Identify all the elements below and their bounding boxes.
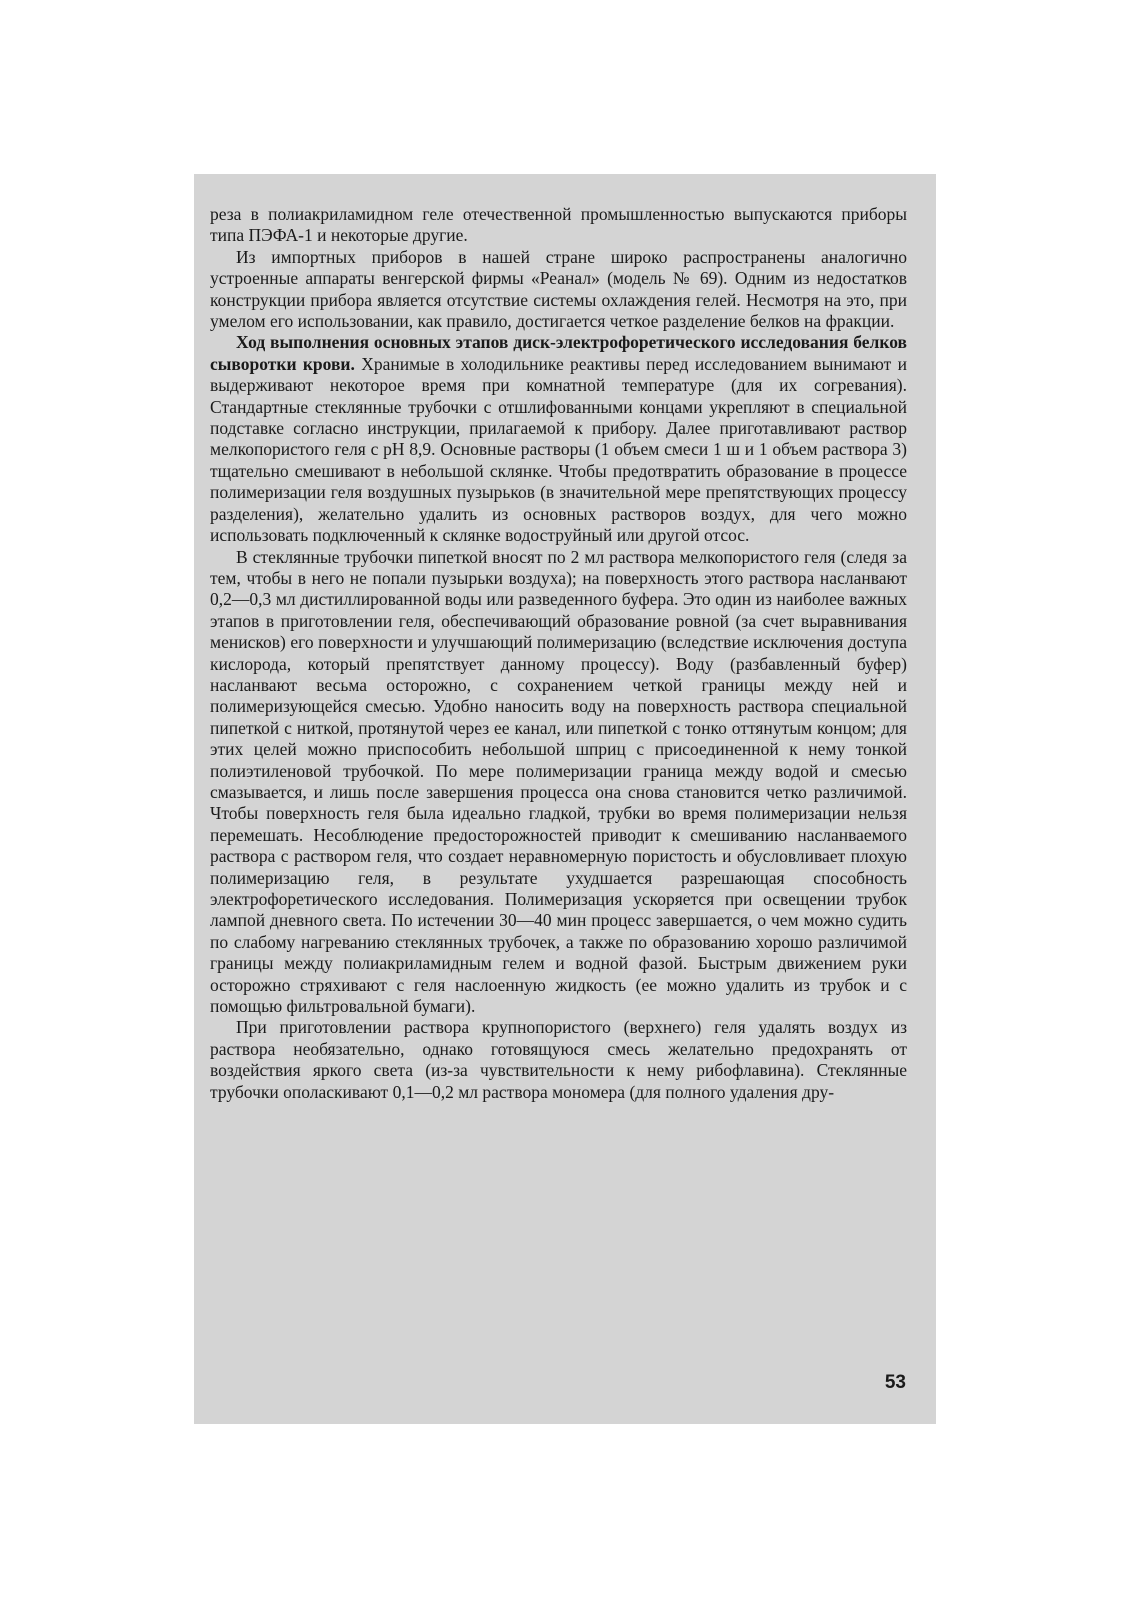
paragraph-1-text: реза в полиакриламидном геле отечественной промышленностью выпускаются приборы типа ПЭФА-1 и некоторые другие. (210, 204, 907, 246)
paragraph-5 (210, 1017, 907, 1103)
paragraph-1 (210, 204, 907, 247)
paragraph-4 (210, 547, 907, 1018)
page-number: 53 (884, 1372, 906, 1393)
paragraph-3-text: Хранимые в холодильнике реактивы перед исследованием вынимают и выдерживают некоторое время при комнатной температуре (для их согревания). Стандартные стеклянные трубочки с отшлифованными концами укрепляют в специальной подставке согласно инструкции, прилагаемой к прибору. Далее приготавливают раствор мелкопористого геля с pH 8,9. Основные растворы (1 объем смеси 1 ш и 1 объем раствора 3) тщательно смешивают в небольшой склянке. Чтобы предотвратить образование в процессе полимеризации геля воздушных пузырьков (в значительной мере препятствующих процессу разделения), желательно удалить из основных растворов воздух, для чего можно использовать подключенный к склянке водоструйный или другой отсос. (210, 353, 907, 546)
paragraph-2 (210, 247, 907, 333)
body-text (210, 204, 907, 1103)
paragraph-3 (210, 332, 907, 546)
section-heading-inline: Ход выполнения основных этапов диск-электрофоретического исследования белков сыворотки крови. (210, 332, 907, 374)
paragraph-4-text: В стеклянные трубочки пипеткой вносят по 2 мл раствора мелкопористого геля (следя за тем, чтобы в него не попали пузырьки воздуха); на поверхность этого раствора насланвают 0,2—0,3 мл дистиллированной воды или разведенного буфера. Это один из наиболее важных этапов в приготовлении геля, обеспечивающий образование ровной (за счет выравнивания менисков) его поверхности и улучшающий полимеризацию (вследствие исключения доступа кислорода, который препятствует данному процессу). Воду (разбавленный буфер) насланвают весьма осторожно, с сохранением четкой границы между ней и полимеризующейся смесью. Удобно наносить воду на поверхность раствора специальной пипеткой с ниткой, протянутой через ее канал, или пипеткой с тонко оттянутым концом; для этих целей можно приспособить небольшой шприц с присоединенной к нему тонкой полиэтиленовой трубочкой. По мере полимеризации граница между водой и смесью смазывается, и лишь после завершения процесса она снова становится четко различимой. Чтобы поверхность геля была идеально гладкой, трубки во время полимеризации нельзя перемешать. Несоблюдение предосторожностей приводит к смешиванию насланваемого раствора с раствором геля, что создает неравномерную пористость и обусловливает плохую полимеризацию геля, в результате ухудшается разрешающая способность электрофоретического исследования. Полимеризация ускоряется при освещении трубок лампой дневного света. По истечении 30—40 мин процесс завершается, о чем можно судить по слабому нагреванию стеклянных трубочек, а также по образованию хорошо различимой границы между полиакриламидным гелем и водной фазой. Быстрым движением руки осторожно стряхивают с геля наслоенную жидкость (ее можно удалить из трубок и с помощью фильтровальной бумаги). (210, 546, 907, 1017)
scanned-page (194, 174, 936, 1424)
paragraph-5-text: При приготовлении раствора крупнопористого (верхнего) геля удалять воздух из раствора необязательно, однако готовящуюся смесь желательно предохранять от воздействия яркого света (из-за чувствительности к нему рибофлавина). Стеклянные трубочки ополаскивают 0,1—0,2 мл раствора мономера (для полного удаления дру- (210, 1017, 907, 1102)
paragraph-2-text: Из импортных приборов в нашей стране широко распространены аналогично устроенные аппараты венгерской фирмы «Реанал» (модель № 69). Одним из недостатков конструкции прибора является отсутствие системы охлаждения гелей. Несмотря на это, при умелом его использовании, как правило, достигается четкое разделение белков на фракции. (210, 246, 907, 332)
